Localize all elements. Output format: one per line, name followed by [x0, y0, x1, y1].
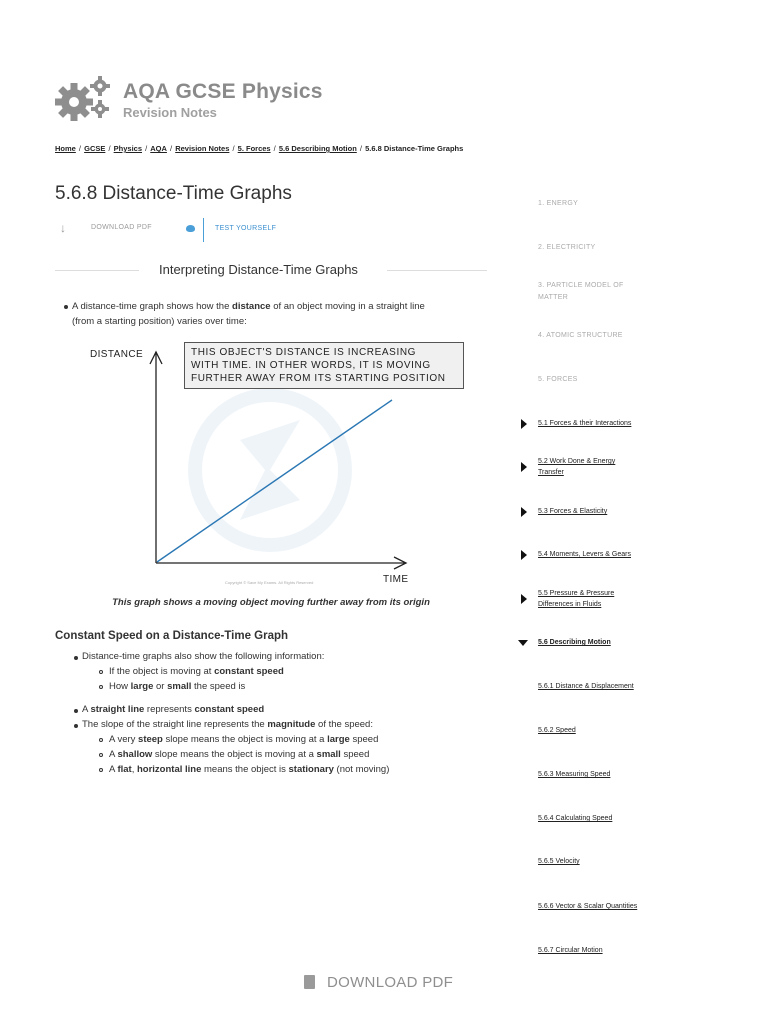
text: represents	[144, 704, 195, 715]
download-arrow-icon: ↓	[60, 221, 67, 235]
list-item	[109, 733, 378, 747]
text-bold: magnitude	[267, 719, 316, 730]
callout-line: FURTHER AWAY FROM ITS STARTING POSITION	[191, 373, 446, 384]
bullet-dot	[74, 724, 78, 728]
sidebar-section-label: 5.2 Work Done & Energy	[538, 458, 616, 465]
text: speed	[340, 749, 370, 760]
bullet-dot	[74, 656, 78, 660]
sidebar-subtopic-5-6-5[interactable]: 5.6.5 Velocity	[538, 858, 580, 865]
text-bold: small	[167, 681, 192, 692]
breadcrumb-aqa[interactable]: AQA	[150, 144, 167, 153]
text-bold: small	[316, 749, 341, 760]
brand-subtitle: Revision Notes	[123, 105, 217, 120]
sidebar-topic-atomic-structure[interactable]: 4. ATOMIC STRUCTURE	[538, 332, 623, 339]
text: ,	[131, 764, 137, 775]
brand-title[interactable]: AQA GCSE Physics	[123, 80, 323, 103]
text: A	[82, 704, 91, 715]
text: A distance-time graph shows how the	[72, 301, 233, 312]
sidebar-topic-particle-model[interactable]	[538, 280, 624, 304]
sidebar-section-5-1[interactable]: 5.1 Forces & their Interactions	[538, 420, 632, 427]
y-axis-label: DISTANCE	[90, 349, 144, 360]
watermark-logo	[195, 395, 345, 545]
bullet-ring	[99, 738, 103, 742]
list-item	[82, 650, 324, 664]
text: of an object moving in a straight line	[270, 301, 425, 312]
breadcrumb-describing-motion[interactable]: 5.6 Describing Motion	[278, 144, 357, 153]
callout-line: THIS OBJECT'S DISTANCE IS INCREASING	[191, 347, 417, 358]
list-item	[109, 680, 245, 694]
text-bold: large	[130, 681, 154, 692]
expand-arrow-icon[interactable]	[521, 462, 527, 472]
text: A	[109, 749, 118, 760]
download-pdf-footer-button[interactable]	[304, 974, 453, 991]
text: speed	[349, 734, 379, 745]
download-pdf-footer-label: DOWNLOAD PDF	[327, 974, 454, 991]
test-yourself-button[interactable]: TEST YOURSELF	[215, 225, 277, 232]
sidebar-subtopic-5-6-2[interactable]: 5.6.2 Speed	[538, 727, 576, 734]
breadcrumb-home[interactable]: Home	[55, 144, 76, 153]
breadcrumb-gcse[interactable]: GCSE	[84, 144, 106, 153]
sidebar-section-5-5[interactable]	[538, 588, 614, 610]
text: A	[109, 764, 118, 775]
list-item	[109, 763, 389, 777]
sidebar-section-label: 5.5 Pressure & Pressure	[538, 590, 615, 597]
download-pdf-label: DOWNLOAD PDF	[91, 224, 152, 231]
text-bold: constant speed	[194, 704, 265, 715]
expand-arrow-icon[interactable]	[521, 594, 527, 604]
callout-line: WITH TIME. IN OTHER WORDS, IT IS MOVING	[191, 360, 431, 371]
sidebar-subtopic-5-6-7[interactable]: 5.6.7 Circular Motion	[538, 947, 603, 954]
x-axis-label: TIME	[383, 574, 409, 585]
text: The slope of the straight line represents the	[82, 719, 268, 730]
file-download-icon	[304, 975, 315, 989]
sidebar-section-5-3[interactable]: 5.3 Forces & Elasticity	[538, 508, 608, 515]
text: of the speed:	[315, 719, 373, 730]
text: A very	[109, 734, 139, 745]
bullet-dot	[74, 709, 78, 713]
text: the speed is	[191, 681, 246, 692]
list-item	[82, 703, 264, 717]
breadcrumb-revision-notes[interactable]: Revision Notes	[175, 144, 230, 153]
text: slope means the object is moving at a	[152, 749, 317, 760]
text: Distance-time graphs also show the following information:	[82, 651, 325, 662]
sidebar-subtopic-5-6-6[interactable]: 5.6.6 Vector & Scalar Quantities	[538, 903, 638, 910]
text: (from a starting position) varies over time:	[72, 316, 247, 327]
bullet-ring	[99, 685, 103, 689]
sidebar-section-label: Differences in Fluids	[538, 601, 602, 608]
sidebar-subtopic-5-6-4[interactable]: 5.6.4 Calculating Speed	[538, 815, 613, 822]
sidebar-topic-electricity[interactable]: 2. ELECTRICITY	[538, 244, 596, 251]
breadcrumb-current: 5.6.8 Distance-Time Graphs	[365, 144, 464, 153]
subheading: Constant Speed on a Distance-Time Graph	[55, 630, 289, 642]
bullet-ring	[99, 670, 103, 674]
text-bold: horizontal line	[136, 764, 202, 775]
sidebar-topic-label: 3. PARTICLE MODEL OF	[538, 282, 624, 289]
section-heading-text: Interpreting Distance-Time Graphs	[159, 262, 358, 277]
sidebar-section-5-2[interactable]	[538, 456, 615, 478]
sidebar-section-5-4[interactable]: 5.4 Moments, Levers & Gears	[538, 551, 631, 558]
expand-arrow-icon[interactable]	[521, 419, 527, 429]
collapse-arrow-icon[interactable]	[518, 640, 528, 646]
breadcrumb-forces[interactable]: 5. Forces	[237, 144, 271, 153]
text: How	[109, 681, 131, 692]
expand-arrow-icon[interactable]	[521, 507, 527, 517]
sidebar-topic-energy[interactable]: 1. ENERGY	[538, 200, 579, 207]
list-item	[82, 718, 373, 732]
text-bold: constant speed	[214, 666, 284, 677]
text-bold: flat	[117, 764, 132, 775]
page-title: 5.6.8 Distance-Time Graphs	[55, 183, 292, 204]
text-bold: distance	[232, 301, 271, 312]
list-item	[109, 665, 284, 679]
sidebar-section-label: Transfer	[538, 469, 564, 476]
sidebar-section-5-6[interactable]: 5.6 Describing Motion	[538, 639, 611, 646]
text: (not moving)	[333, 764, 390, 775]
sidebar-topic-label: MATTER	[538, 294, 569, 301]
bullet-ring	[99, 768, 103, 772]
graph-callout	[184, 342, 464, 389]
sidebar-subtopic-5-6-1[interactable]: 5.6.1 Distance & Displacement	[538, 683, 634, 690]
sidebar-topic-forces[interactable]: 5. FORCES	[538, 376, 578, 383]
list-item	[109, 748, 369, 762]
text-bold: large	[327, 734, 350, 745]
text: or	[153, 681, 168, 692]
text-bold: stationary	[288, 764, 334, 775]
text: slope means the object is moving at a	[162, 734, 328, 745]
text-bold: steep	[138, 734, 163, 745]
text-bold: shallow	[117, 749, 153, 760]
copyright-notice: Copyright © Save My Exams. All Rights Reserved	[225, 580, 314, 585]
graph-caption: This graph shows a moving object moving further away from its origin	[112, 597, 430, 608]
text: If the object is moving at	[109, 666, 215, 677]
breadcrumb: Home / GCSE / Physics / AQA / Revision Notes / 5. Forces / 5.6 Describing Motion / 5.6.8 Distance-Time Graphs	[55, 144, 464, 153]
sidebar-subtopic-5-6-3[interactable]: 5.6.3 Measuring Speed	[538, 771, 611, 778]
text: means the object is	[201, 764, 289, 775]
breadcrumb-physics[interactable]: Physics	[113, 144, 142, 153]
bullet-ring	[99, 753, 103, 757]
expand-arrow-icon[interactable]	[521, 550, 527, 560]
text-bold: straight line	[90, 704, 145, 715]
